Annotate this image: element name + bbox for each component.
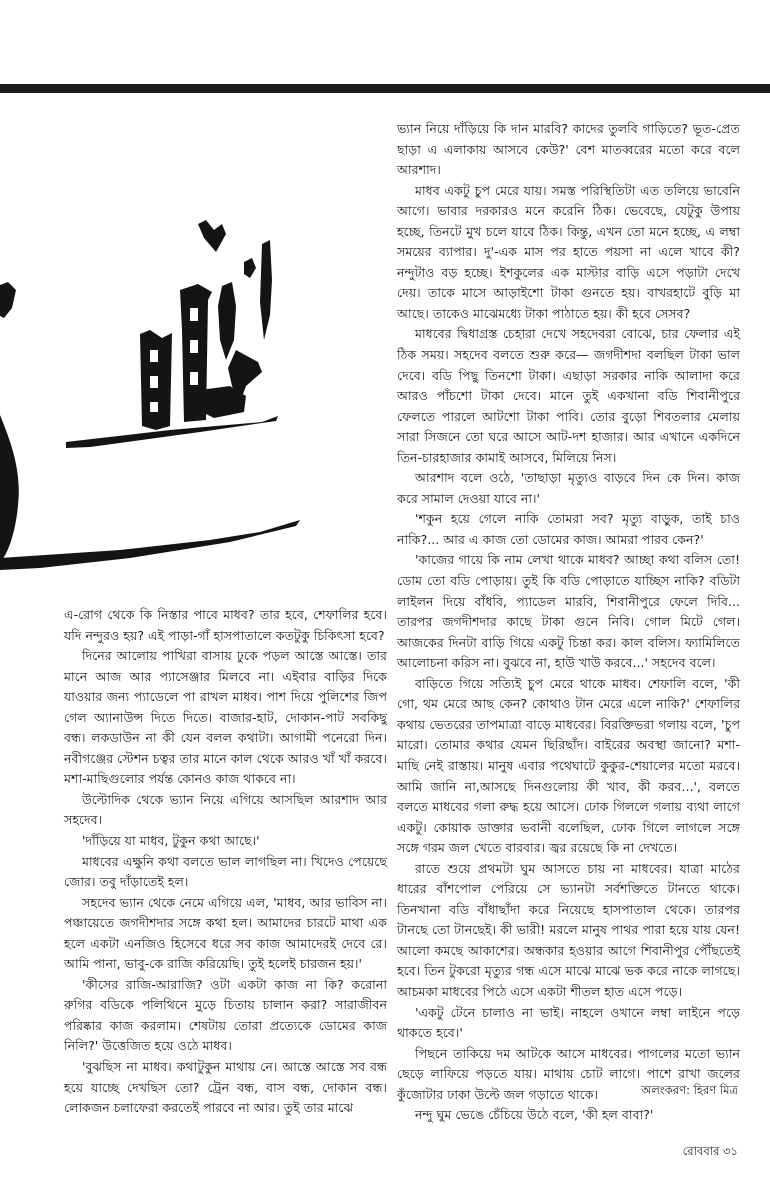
paragraph: সহদেব ভ্যান থেকে নেমে এগিয়ে এল, 'মাধব, আর ভাবিস না। পঞ্চায়েতে জগদীশদার সঙ্গে কথা হল। আমাদের চারটে মাথা এক হলে একটা এনজিও হিসেবে ধরে সব কাজ আমাদেরই দেবে রে। আমি পানা, ভাবু-কে রাজি করিয়েছি। তুই হলেই চারজন হয়।' [64, 894, 387, 972]
paragraph: পিছনে তাকিয়ে দম আটকে আসে মাধবের। পাগলের মতো ভ্যান ছেড়ে লাফিয়ে পড়তে যায়। মাথায় চোট লাগে। পাশে রাখা জলের কুঁজোটার ঢাকা উল্টে জল গড়াতে থাকে। [397, 1045, 740, 1102]
paragraph: উল্টোদিক থেকে ভ্যান নিয়ে এগিয়ে আসছিল আরশাদ আর সহদেব। [64, 791, 387, 828]
paragraph: আরশাদ বলে ওঠে, 'তাছাড়া মৃত্যুও বাড়বে দিন কে দিন। কাজ করে সামাল দেওয়া যাবে না।' [397, 470, 740, 506]
paragraph: মাধব একটু চুপ মেরে যায়। সমস্ত পরিস্থিতিটা এত তলিয়ে ভাবেনি আগে। ভাবার দরকারও মনে করেনি ঠিক। ভেবেছে, যেটুকু উপায় হচ্ছে, তিনটে মুখ চলে যাবে ঠিক। কিন্তু, এখন তো মনে হচ্ছে, এ লম্বা সময়ের ব্যাপার। দু'-এক মাস পর হাতে পয়সা না এলে খাবে কী? নন্দুটাও বড় হচ্ছে। ইশকুলের এক মাস্টার বাড়ি এসে পড়াটা দেখে দেয়। তাকে মাসে আড়াইশো টাকা গুনতে হয়। বাখরহাটে বুড়ি মা আছে। তাকেও মাঝেমধ্যে টাকা পাঠাতে হয়। কী হবে সেসব? [397, 182, 740, 321]
paragraph: 'কাজের গায়ে কি নাম লেখা থাকে মাধব? আচ্ছা কথা বলিস তো! ডোম তো বডি পোড়ায়। তুই কি বডি পোড়াতে যাচ্ছিস নাকি? বডিটা লাইলন দিয়ে বাঁধবি, প্যাডেল মারবি, শিবানীপুরে ফেলে দিবি... তারপর জগদীশদার কাছে টাকা গুনে নিবি। গোল মিটে গেল। আজকের দিনটা বাড়ি গিয়ে একটু চিন্তা কর। কাল বলিস। ফ্যামিলিতে আলোচনা করিস না। বুঝবে না, হাউ খাউ করবে...' সহদেব বলে। [397, 552, 740, 671]
paragraph: 'একটু টেনে চালাও না ভাই। নাহলে ওখানে লম্বা লাইনে পড়ে থাকতে হবে।' [397, 1004, 740, 1041]
article-column-right [397, 119, 740, 1126]
page-folio: রোববার ৩১ [682, 1144, 738, 1158]
paragraph: 'কীসের রাজি-আরাজি? ওটা একটা কাজ না কি? করোনা রুগির বডিকে পলিথিনে মুড়ে চিতায় চালান করা? সারাজীবন পরিষ্কার কাজ করলাম। শেষটায় তোরা প্রত্যেকে ডোমের কাজ নিলি?' উত্তেজিত হয়ে ওঠে মাধব। [64, 976, 387, 1054]
paragraph: এ-রোগ থেকে কি নিস্তার পাবে মাধব? তার হবে, শেফালির হবে। যদি নন্দুরও হয়? এই পাড়া-গাঁ হাসপাতালে কতটুকু চিকিৎসা হবে? [64, 607, 387, 643]
article-column-left [64, 605, 387, 1119]
paragraph: 'বুঝছিস না মাধব। কথাটুকুন মাথায় নে। আস্তে আস্তে সব বন্ধ হয়ে যাচ্ছে দেখছিস তো? ট্রেন বন্ধ, বাস বন্ধ, দোকান বন্ধ। লোকজন চলাফেরা করতেই পারবে না আর। তুই তার মাঝে [64, 1059, 387, 1116]
top-rule [0, 84, 770, 93]
paragraph: মাধবের এক্ষুনি কথা বলতে ভাল লাগছিল না। খিদেও পেয়েছে জোর। তবু দাঁড়াতেই হল। [64, 853, 387, 890]
paragraph: বাড়িতে গিয়ে সত্যিই চুপ মেরে থাকে মাধব। শেফালি বলে, 'কী গো, থম মেরে আছ কেন? কোথাও টান মেরে এলে নাকি?' শেফালির কথায় ভেতরের তাপমাত্রা বাড়ে মাধবের। বিরক্তিভরা গলায় বলে, 'চুপ মারো। তোমার কথার যেমন ছিরিছাঁদ। বাইরের অবস্থা জানো? মশা-মাছি নেই রাস্তায়। মানুষ এবার পথেঘাটে কুকুর-শেয়ালের মতো মরবে। আমি জানি না,আসছে দিনগুলোয় কী খাব, কী করব...', বলতে বলতে মাধবের গলা রুদ্ধ হয়ে আসে। ঢোক গিললে গলায় ব্যথা লাগে একটু। কোয়াক ডাক্তার ভবানী বলেছিল, ঢোক গিলে লাগলে সঙ্গে সঙ্গে গরম জল খেতে বারবার। জ্বর রয়েছে কি না দেখতে। [397, 675, 740, 856]
paragraph: নন্দু ঘুম ভেঙে চেঁচিয়ে উঠে বলে, 'কী হল বাবা?' [415, 1107, 654, 1123]
paragraph: 'শকুন হয়ে গেলে নাকি তোমরা সব? মৃত্যু বাড়ুক, তাই চাও নাকি?... আর এ কাজ তো ডোমের কাজ। আমরা পারব কেন?' [397, 511, 740, 547]
paragraph: রাতে শুয়ে প্রথমটা ঘুম আসতে চায় না মাধবের। যাত্রা মাঠের ধারের বাঁশপোল পেরিয়ে সে ভ্যানটা সর্বশক্তিতে টানতে থাকে। তিনখানা বডি বাঁধাছাঁদা করে নিয়েছে হাসপাতাল থেকে। তারপর টানছে তো টানছেই। কী ভারী! মরলে মানুষ পাথর পারা হয়ে যায় যেন! আলো কমছে আকাশের। অন্ধকার হওয়ার আগে শিবানীপুর পৌঁছতেই হবে। তিন টুকরো মৃত্যুর গন্ধ এসে মাঝে মাঝে ভক করে নাকে লাগছে। আচমকা মাধবের পিঠে এসে একটা শীতল হাত এসে পড়ে। [397, 860, 740, 999]
paragraph: মাধবের দ্বিধাগ্রস্ত চেহারা দেখে সহদেবরা বোঝে, চার ফেলার এই ঠিক সময়। সহদেব বলতে শুরু করে— জগদীশদা বলছিল টাকা ভাল দেবে। বডি পিছু তিনশো টাকা। এছাড়া সরকার নাকি আলাদা করে আরও পাঁচশো টাকা দেবে। মানে তুই একখানা বডি শিবানীপুরে ফেলতে পারলে আটশো টাকা পাবি। তোর বুড়ো শিবতলার মেলায় সারা সিজনে তো ঘরে আসে আট-দশ হাজার। আর এখানে একদিনে তিন-চারহাজার কামাই আসবে, মিলিয়ে নিস। [397, 326, 740, 465]
paragraph: দিনের আলোয় পাখিরা বাসায় ঢুকে পড়ল আস্তে আস্তে। তার মানে আজ আর প্যাসেঞ্জার মিলবে না। এইবার বাড়ির দিকে যাওয়ার জন্য প্যাডেলে পা রাখল মাধব। পাশ দিয়ে পুলিশের জিপ গেল অ্যানাউন্স দিতে দিতে। বাজার-হাট, দোকান-পাট সবকিছু বন্ধ। লকডাউন না কী যেন বলল কথাটা। আগামী পনেরো দিন। নবীগঞ্জের স্টেশন চত্বর তার মানে কাল থেকে আরও খাঁ খাঁ করবে। মশা-মাছিগুলোর পর্যন্ত কোনও কাজ থাকবে না। [64, 648, 387, 787]
illustration-credit: অলংকরণ: হিরণ মিত্র [641, 1083, 738, 1097]
paragraph: 'দাঁড়িয়ে যা মাধব, টুকুন কথা আছে।' [82, 833, 260, 849]
paragraph: ভ্যান নিয়ে দাঁড়িয়ে কি দান মারবি? কাদের তুলবি গাড়িতে? ভূত-প্রেত ছাড়া এ এলাকায় আসবে কেউ?' বেশ মাতব্বরের মতো করে বলে আরশাদ। [397, 121, 740, 178]
brush-illustration [0, 190, 395, 580]
